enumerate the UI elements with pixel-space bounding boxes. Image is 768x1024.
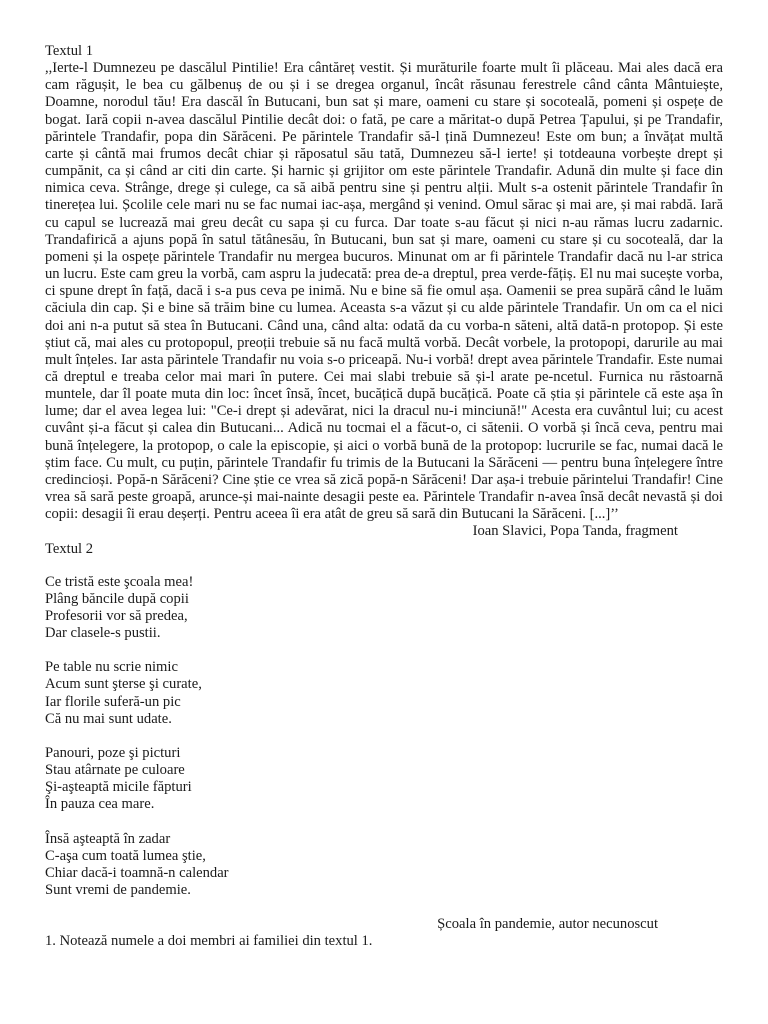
- text1-body: ,,Ierte-l Dumnezeu pe dascălul Pintilie! Era cântăreț vestit. Și murăturile foarte mult îi plăceau. Mai ales dacă era cam răgușit, le bea cu gălbenuș de ou și i se dregea organul, încât răsunau ferestrele când cânta Mântuiește, Doamne, norodul tău! Era dascăl în Butucani, bun sat și mare, oameni cu stare și socoteală, pomeni și ospețe de bogat. Iară copii n-avea dascălul Pintilie decât doi: o fată, pe care a măritat-o după Petrea Țapului, și pe Trandafir, părintele Trandafir, popa din Sărăceni. Pe părintele Trandafir să-l țină Dumnezeu! Este om bun; a învățat multă carte și cântă mai frumos decât chiar și răposatul său tată, Dumnezeu să-l ierte! și totdeauna vorbește drept și cumpănit, ca și când ar citi din carte. Și harnic și grijitor om este părintele Trandafir. Adună din multe și face din nimica ceva. Strânge, drege și culege, ca să aibă pentru sine și pentru alții. Mult s-a ostenit părintele Trandafir în tinerețea lui. Școlile cele mari nu se fac numai iac-așa, mergând și venind. Omul sărac și mai are, și mai rabdă. Iară cu capul se lucrează mai greu decât cu sapa și cu furca. Dar toate s-au făcut și nici n-au rămas lucru zadarnic. Trandafirică a ajuns popă în satul tătânesău, în Butucani, bun sat și mare, oameni cu stare și cu socoteală, dar la pomeni și la ospețe părintele Trandafir nu mergea bucuros. Minunat om ar fi părintele Trandafir dacă nu l-ar strica un lucru. Este cam greu la vorbă, cam aspru la judecată: prea de-a dreptul, prea verde-fățiș. El nu mai sucește vorba, ci spune drept în față, dacă i s-a pus ceva pe inimă. Nu e bine să fie omul așa. Oamenii se prea supără când le luăm căciula din cap. Și e bine să trăim bine cu lumea. Aceasta s-a văzut și cu alde părintele Trandafir. Un om ca el nici doi ani n-a putut să stea în Butucani. Când una, când alta: odată da cu vorba-n săteni, altă dată-n protopop. Și este știut că, mai ales cu protopopul, preoții trebuie să nu facă multă vorbă. Decât vorbele, la protopopi, darurile au mai mult înțeles. Iar asta părintele Trandafir nu voia s-o priceapă. Nu-i vorbă! drept avea părintele Trandafir. Este numai că dreptul e treaba celor mai mari în putere. Cei mai slabi trebuie să și-l arate pe-ncetul. Furnica nu răstoarnă muntele, dar îl poate muta din loc: încet însă, încet, bucățică după bucățică. Poate că știa și părintele că este așa în lume; dar el avea legea lui: "Ce-i drept și adevărat, nici la dracul nu-i minciună!" Acesta era cuvântul lui; cu acest cuvânt și-a făcut și calea din Butucani... Adică nu tocmai el a făcut-o, ci sătenii. O vorbă și încă ceva, pentru mai bună înțelegere, la protopop, o cale la episcopie, și aici o vorbă bună de la protopop: lucrurile se fac, numai dacă le știm face. Cu mult, cu puțin, părintele Trandafir fu trimis de la Butucani la Sărăceni — pentru buna înțelegere între credincioși. Popă-n Sărăceni? Cine știe ce vrea să zică popă-n Sărăceni! Dar așa-i trebuie părintelui Trandafir! Cine vrea să sară peste groapă, arunce-și mai-nainte desagii peste ea. Părintele Trandafir n-avea însă decât nevastă și doi copii: desagii îi erau deșerți. Pentru aceea îi era atât de greu să sară din Butucani la Sărăceni. [...]’’: [45, 60, 723, 523]
- poem-line: Chiar dacă-i toamnă-n calendar: [45, 864, 229, 881]
- poem-line: În pauza cea mare.: [45, 796, 155, 813]
- text2-heading: Textul 2: [45, 540, 94, 557]
- poem-line: Şi-aşteaptă micile făpturi: [45, 779, 192, 796]
- text1-heading: Textul 1: [45, 43, 94, 59]
- poem-line: Ce tristă este şcoala mea!: [45, 573, 194, 590]
- poem-line: Dar clasele-s pustii.: [45, 625, 161, 642]
- poem-stanza-3: [45, 745, 723, 814]
- poem-line: Că nu mai sunt udate.: [45, 710, 172, 727]
- poem-line: Iar florile suferă-un pic: [45, 693, 181, 710]
- poem-line: Stau atârnate pe culoare: [45, 762, 185, 779]
- poem-line: Plâng băncile după copii: [45, 590, 189, 607]
- poem-line: Profesorii vor să predea,: [45, 608, 188, 624]
- poem-stanza-4: [45, 831, 723, 900]
- worksheet-page: [45, 43, 723, 951]
- poem-line: Acum sunt şterse şi curate,: [45, 676, 202, 693]
- poem-line: Panouri, poze şi picturi: [45, 744, 181, 761]
- poem-line: Însă aşteaptă în zadar: [45, 830, 171, 847]
- question-1: 1. Notează numele a doi membri ai familiei din textul 1.: [45, 933, 373, 950]
- text1-attribution: Ioan Slavici, Popa Tanda, fragment: [472, 523, 678, 540]
- poem-line: C-aşa cum toată lumea ştie,: [45, 847, 206, 864]
- poem-line: Pe table nu scrie nimic: [45, 659, 178, 676]
- poem-line: Sunt vremi de pandemie.: [45, 882, 191, 899]
- poem-stanza-1: [45, 574, 723, 643]
- text2-source: Școala în pandemie, autor necunoscut: [437, 916, 658, 933]
- poem-stanza-2: [45, 659, 723, 728]
